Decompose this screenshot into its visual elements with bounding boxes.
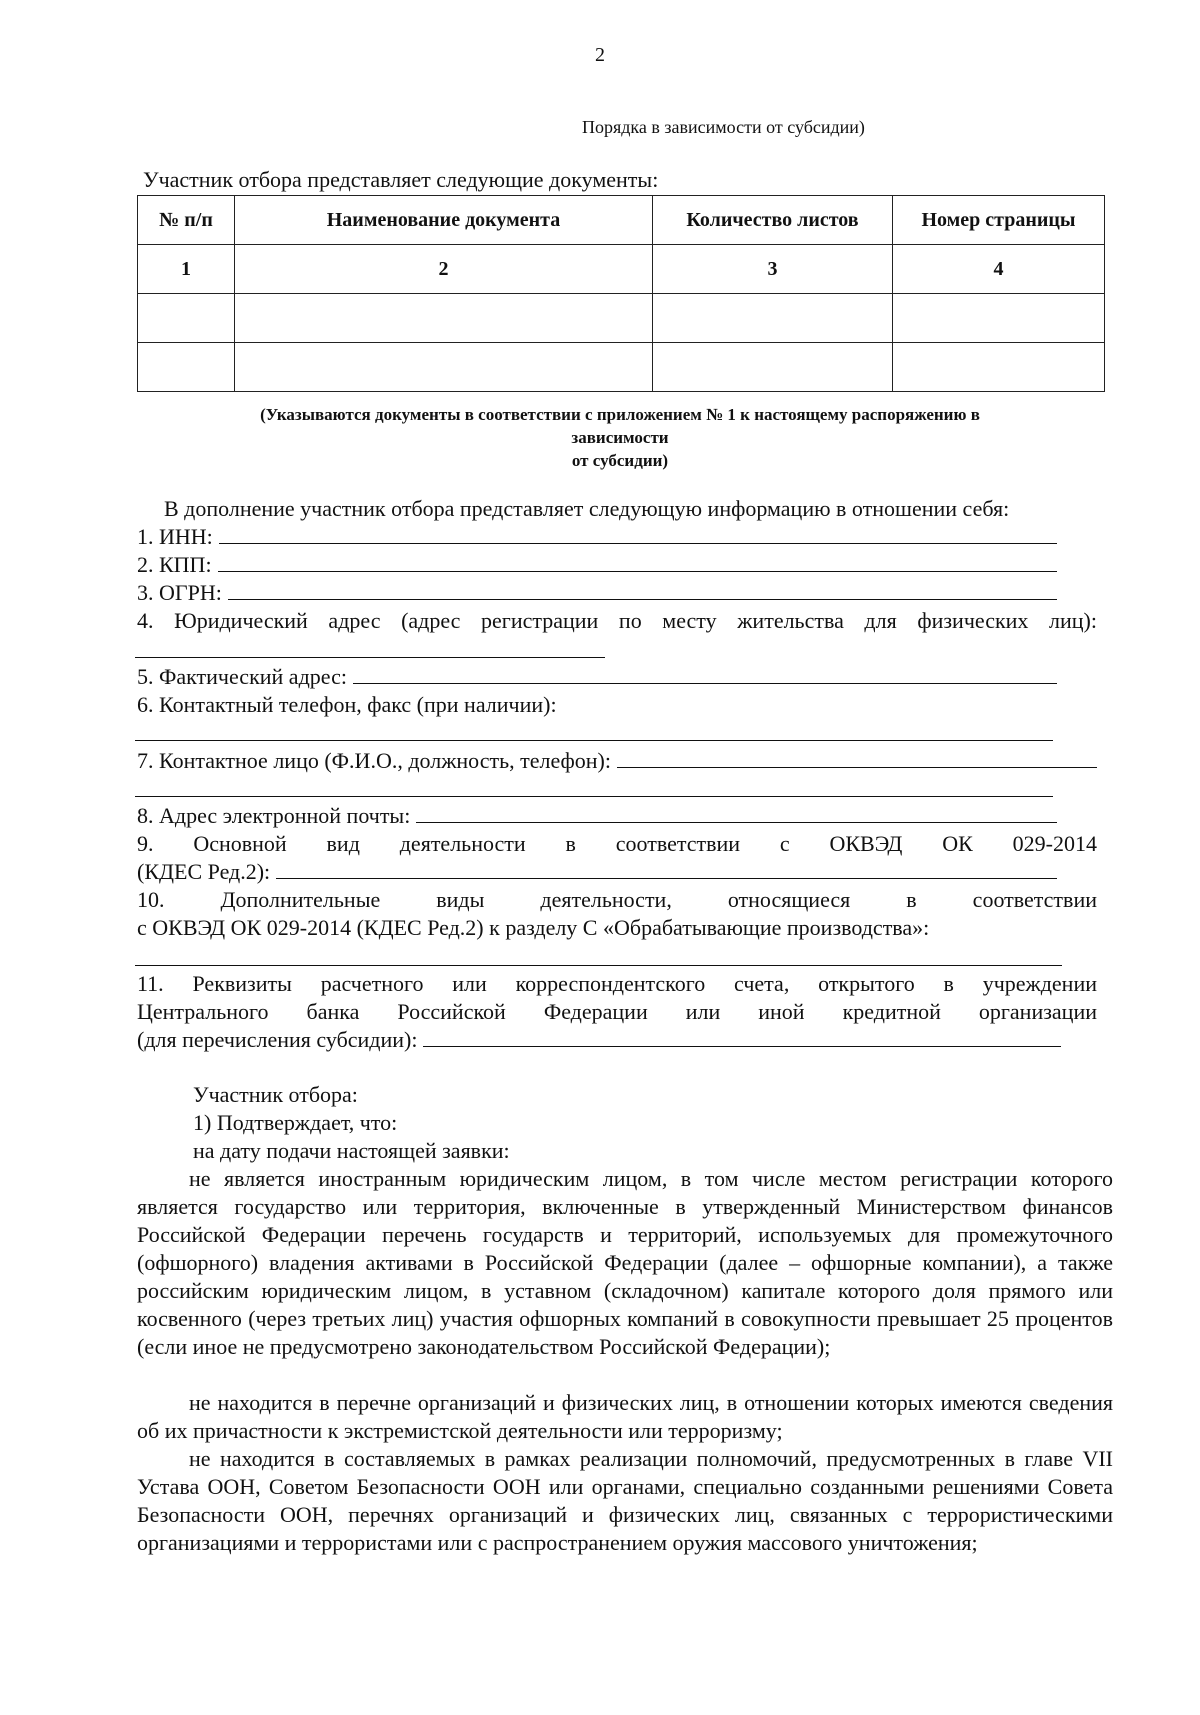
empty-cell[interactable] — [138, 294, 235, 343]
okved-extra-field-2 — [137, 914, 1097, 942]
declaration-title: Участник отбора: — [193, 1082, 358, 1107]
documents-intro: Участник отбора представляет следующие документы: — [143, 167, 659, 192]
col-number-cell: 3 — [653, 245, 893, 294]
legal-address-label: 4. Юридический адрес (адрес регистрации по месту жительства для физических лиц): — [137, 608, 1097, 633]
empty-cell[interactable] — [235, 294, 653, 343]
okved-extra-field — [137, 886, 1097, 914]
bank-field-2 — [137, 998, 1097, 1026]
inn-field — [137, 523, 1097, 551]
actual-address-label: 5. Фактический адрес: — [137, 664, 347, 689]
bank-label-3: (для перечисления субсидии): — [137, 1027, 418, 1052]
inn-input-line[interactable] — [219, 525, 1057, 544]
bank-label-2: Центрального банка Российской Федерации или иной кредитной организации — [137, 999, 1097, 1024]
empty-cell[interactable] — [653, 343, 893, 392]
ogrn-field — [137, 579, 1097, 607]
kpp-field — [137, 551, 1097, 579]
table-row — [138, 294, 1105, 343]
declaration-item-1: 1) Подтверждает, что: — [193, 1110, 398, 1135]
okved-main-input-line[interactable] — [276, 860, 1057, 879]
table-row — [138, 245, 1105, 294]
col-header-sheets: Количество листов — [653, 196, 893, 245]
empty-cell[interactable] — [893, 343, 1105, 392]
contact-input-line[interactable] — [617, 749, 1097, 768]
okved-main-field — [137, 830, 1097, 858]
okved-main-label: 9. Основной вид деятельности в соответствии с ОКВЭД ОК 029-2014 — [137, 831, 1097, 856]
empty-cell[interactable] — [235, 343, 653, 392]
empty-cell[interactable] — [138, 343, 235, 392]
phone-field — [137, 691, 1097, 719]
actual-address-field — [137, 663, 1097, 691]
inn-label: 1. ИНН: — [137, 524, 213, 549]
col-header-name: Наименование документа — [235, 196, 653, 245]
ogrn-label: 3. ОГРН: — [137, 580, 222, 605]
bank-input-line[interactable] — [423, 1028, 1061, 1047]
bank-field-3 — [137, 1026, 1097, 1054]
declaration-paragraph-offshore: не является иностранным юридическим лицом, в том числе местом регистрации которого является государство или территория, включенные в утвержденный Министерством финансов Российской Федерации перечень государств и территорий, используемых для промежуточного (офшорного) владения активами в Российской Федерации (далее – офшорные компании), а также российским юридическим лицом, в уставном (складочном) капитале которого доля прямого или косвенного (через третьих лиц) участия офшорных компаний в совокупности превышает 25 процентов (если иное не предусмотрено законодательством Российской Федерации); — [137, 1166, 1113, 1359]
table-note-line: (Указываются документы в соответствии с приложением № 1 к настоящему распоряжению в — [260, 405, 980, 424]
email-label: 8. Адрес электронной почты: — [137, 803, 411, 828]
phone-label: 6. Контактный телефон, факс (при наличии): — [137, 692, 557, 717]
bank-label: 11. Реквизиты расчетного или корреспондентского счета, открытого в учреждении — [137, 971, 1097, 996]
table-note-line: от субсидии) — [571, 451, 669, 470]
legal-address-field — [137, 607, 1097, 635]
page-number: 2 — [595, 44, 605, 66]
table-note-line: зависимости — [571, 428, 669, 447]
okved-main-field-2 — [137, 858, 1097, 886]
okved-extra-input-line[interactable] — [135, 965, 1062, 966]
header-note: Порядка в зависимости от субсидии) — [582, 117, 865, 137]
declaration-paragraph-un: не находится в составляемых в рамках реализации полномочий, предусмотренных в главе VII Устава ООН, Советом Безопасности ООН или органами, специально созданными решениями Совета Безопасности ООН, перечнях организаций и физических лиц, связанных с террористическими организациями и террористами или с распространением оружия массового уничтожения; — [137, 1446, 1113, 1555]
contact-field — [137, 747, 1097, 775]
kpp-label: 2. КПП: — [137, 552, 212, 577]
email-field — [137, 802, 1097, 830]
col-number-cell: 1 — [138, 245, 235, 294]
kpp-input-line[interactable] — [218, 553, 1057, 572]
bank-field — [137, 970, 1097, 998]
info-intro: В дополнение участник отбора представляет следующую информацию в отношении себя: — [164, 496, 1010, 521]
col-header-number: № п/п — [138, 196, 235, 245]
col-number-cell: 2 — [235, 245, 653, 294]
legal-address-input-line[interactable] — [135, 657, 605, 658]
okved-extra-label-2: с ОКВЭД ОК 029-2014 (КДЕС Ред.2) к разделу С «Обрабатывающие производства»: — [137, 915, 930, 940]
table-header-row — [138, 196, 1105, 245]
actual-address-input-line[interactable] — [353, 665, 1057, 684]
documents-table — [137, 195, 1105, 392]
table-note — [140, 403, 1100, 472]
ogrn-input-line[interactable] — [228, 581, 1057, 600]
okved-extra-label: 10. Дополнительные виды деятельности, относящиеся в соответствии — [137, 887, 1097, 912]
email-input-line[interactable] — [416, 804, 1057, 823]
empty-cell[interactable] — [893, 294, 1105, 343]
phone-input-line[interactable] — [135, 740, 1053, 741]
col-header-page: Номер страницы — [893, 196, 1105, 245]
table-row — [138, 343, 1105, 392]
contact-label: 7. Контактное лицо (Ф.И.О., должность, телефон): — [137, 748, 611, 773]
declaration-paragraph-extremism: не находится в перечне организаций и физических лиц, в отношении которых имеются сведения об их причастности к экстремистской деятельности или терроризму; — [137, 1390, 1113, 1443]
okved-main-label-2: (КДЕС Ред.2): — [137, 859, 271, 884]
empty-cell[interactable] — [653, 294, 893, 343]
declaration-date-line: на дату подачи настоящей заявки: — [193, 1138, 510, 1163]
contact-input-line-2[interactable] — [135, 796, 1053, 797]
col-number-cell: 4 — [893, 245, 1105, 294]
